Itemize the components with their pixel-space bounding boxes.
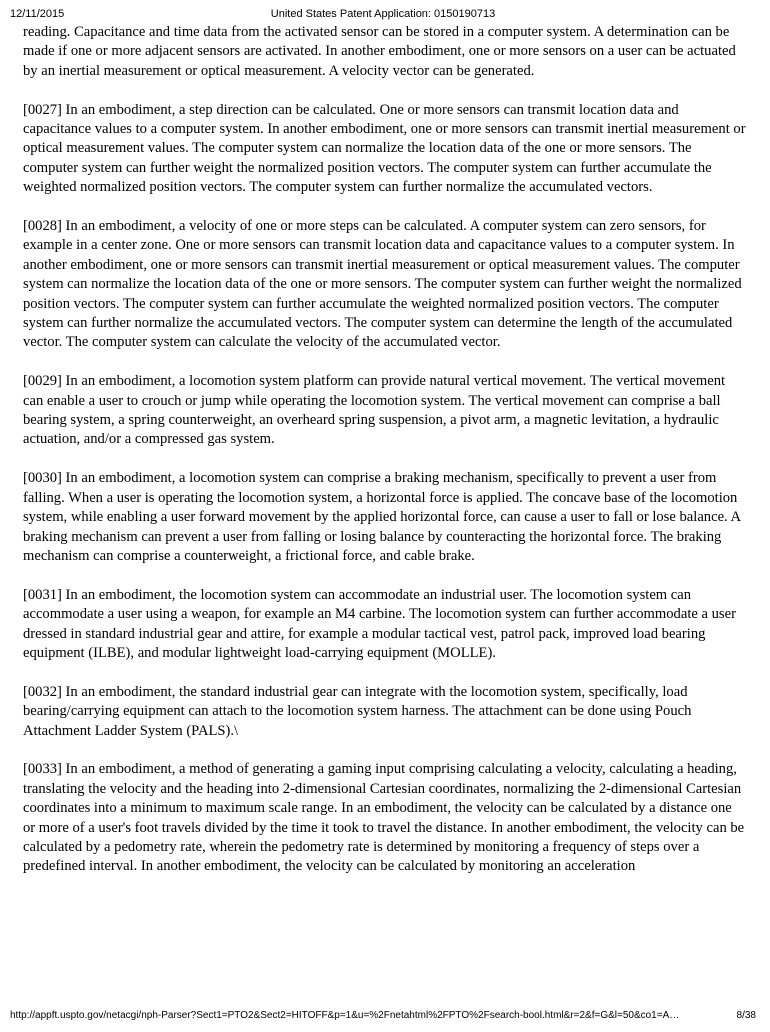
paragraph-continuation: reading. Capacitance and time data from the activated sensor can be stored in a computer system. A determination can be made if one or more adjacent sensors are activated. In another embodiment, one or more sensors on a user can be actuated by an inertial measurement or optical measurement. A velocity vector can be generated.	[23, 24, 736, 79]
document-title: United States Patent Application: 0150190713	[270, 8, 496, 20]
paragraph-0027: [0027] In an embodiment, a step direction can be calculated. One or more sensors can transmit location data and capacitance values to a computer system. In another embodiment, one or more sensors can transmit inertial measurement or optical measurement values. The computer system can normalize the location data of the one or more sensors. The computer system can further weight the normalized position vectors. The computer system can further accumulate the weighted normalized position vectors. The computer system can further normalize the accumulated vectors.	[23, 101, 746, 196]
page-number: 8/38	[736, 1010, 756, 1021]
print-header	[10, 6, 756, 22]
print-footer	[10, 1008, 756, 1024]
paragraph-0028: [0028] In an embodiment, a velocity of one or more steps can be calculated. A computer system can zero sensors, for example in a center zone. One or more sensors can transmit location data and capacitance values to a computer system. In another embodiment, one or more sensors can transmit inertial measurement or optical measurement values. The computer system can normalize the location data of the one or more sensors. The computer system can further weight the normalized position vectors. The computer system can further accumulate the weighted normalized position vectors. The computer system can further normalize the accumulated vectors. The computer system can determine the length of the accumulated vector. The computer system can calculate the velocity of the accumulated vector.	[23, 218, 742, 351]
paragraph-0029: [0029] In an embodiment, a locomotion system platform can provide natural vertical movement. The vertical movement can enable a user to crouch or jump while operating the locomotion system. The vertical movement can comprise a ball bearing system, a spring counterweight, an overheard spring suspension, a pivot arm, a magnetic levitation, a hydraulic actuation, and/or a compressed gas system.	[23, 373, 726, 448]
source-url: http://appft.uspto.gov/netacgi/nph-Parser?Sect1=PTO2&Sect2=HITOFF&p=1&u=%2Fnetahtml%2FPTO%2Fsearch-bool.html&r=2&f=G&l=50&co1=A…	[10, 1010, 680, 1021]
paragraph-0032: [0032] In an embodiment, the standard industrial gear can integrate with the locomotion system, specifically, load bearing/carrying equipment can attach to the locomotion system harness. The attachment can be done using Pouch Attachment Ladder System (PALS).\	[23, 683, 692, 739]
patent-body	[23, 23, 747, 896]
paragraph-0033: [0033] In an embodiment, a method of generating a gaming input comprising calculating a velocity, calculating a heading, translating the velocity and the heading into 2-dimensional Cartesian coordinates, normalizing the 2-dimensional Cartesian coordinates into a minimum to maximum scale range. In an embodiment, the velocity can be calculated by a distance one or more of a user's foot travels divided by the time it took to travel the distance. In another embodiment, the velocity can be calculated by a pedometry rate, wherein the pedometry rate is determined by monitoring a frequency of steps over a predefined interval. In another embodiment, the velocity can be calculated by monitoring an acceleration	[23, 761, 745, 875]
paragraph-0030: [0030] In an embodiment, a locomotion system can comprise a braking mechanism, specifically to prevent a user from falling. When a user is operating the locomotion system, a horizontal force is applied. The concave base of the locomotion system, while enabling a user forward movement by the applied horizontal force, can cause a user to fall or lose balance. A braking mechanism can prevent a user from falling or losing balance by counteracting the horizontal force. The braking mechanism can comprise a counterweight, a frictional force, and cable brake.	[23, 470, 741, 564]
print-date: 12/11/2015	[10, 8, 65, 20]
paragraph-0031: [0031] In an embodiment, the locomotion system can accommodate an industrial user. The locomotion system can accommodate a user using a weapon, for example an M4 carbine. The locomotion system can further accommodate a user dressed in standard industrial gear and attire, for example a modular tactical vest, patrol pack, improved load bearing equipment (ILBE), and modular lightweight load-carrying equipment (MOLLE).	[23, 586, 736, 661]
